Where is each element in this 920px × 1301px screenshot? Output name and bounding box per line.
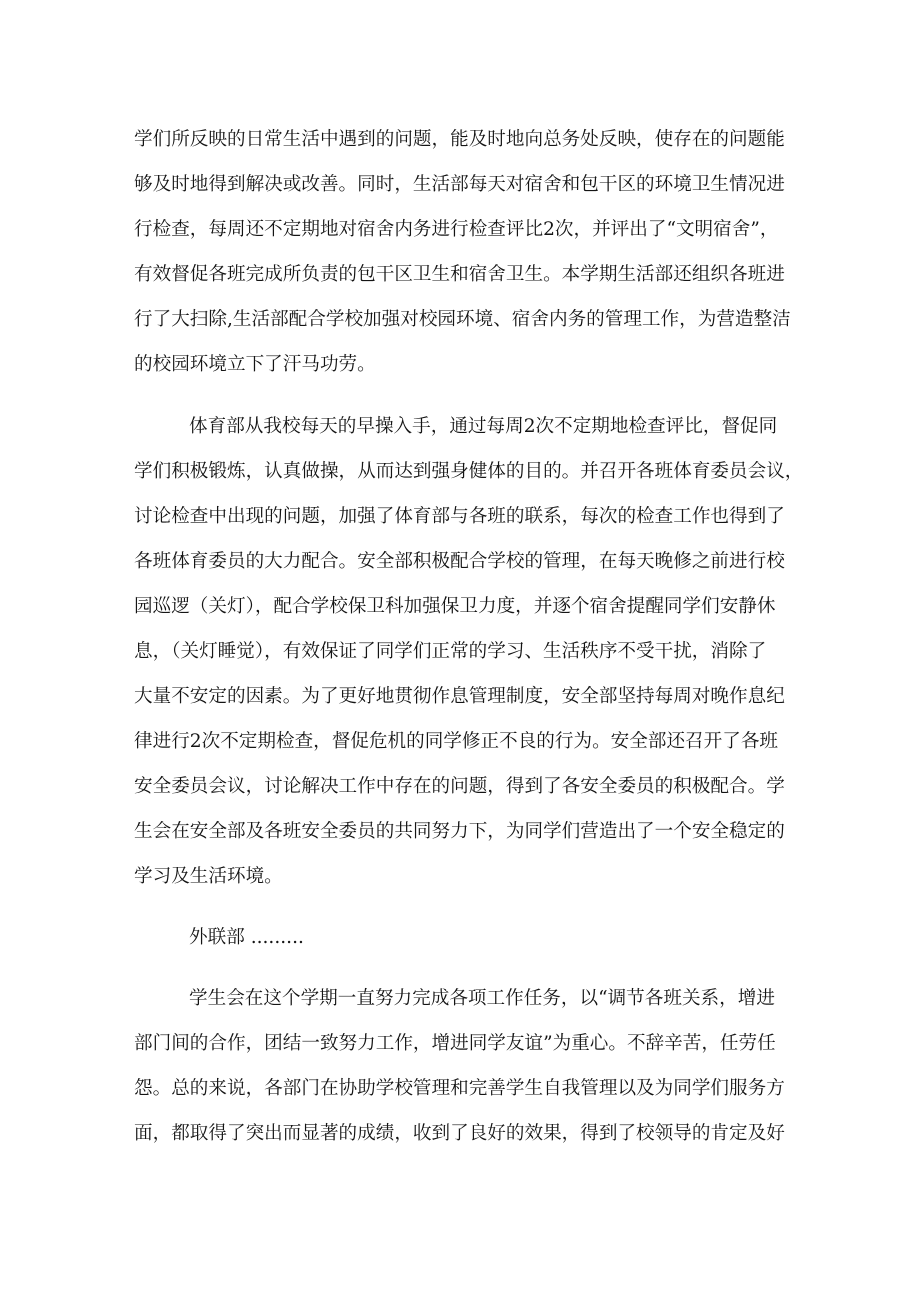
text-line: 律进行2次不定期检查，督促危机的同学修正不良的行为。安全部还召开了各班 xyxy=(134,731,779,752)
text-line: 学生会在这个学期一直努力完成各项工作任务，以“调节各班关系，增进 xyxy=(189,988,775,1009)
text-line: 行了大扫除,生活部配合学校加强对校园环境、宿舍内务的管理工作，为营造整洁 xyxy=(134,309,791,330)
text-line: 的校园环境立下了汗马功劳。 xyxy=(134,354,376,375)
text-line: 体育部从我校每天的早操入手，通过每周2次不定期地检查评比，督促同 xyxy=(189,416,778,437)
text-line: 够及时地得到解决或改善。同时，生活部每天对宿舍和包干区的环境卫生情况进 xyxy=(134,174,785,195)
text-line: 行检查，每周还不定期地对宿舍内务进行检查评比2次，并评出了“文明宿舍”， xyxy=(134,219,779,240)
text-line: 息，（关灯睡觉），有效保证了同学们正常的学习、生活秩序不受干扰，消除了 xyxy=(134,641,767,662)
text-line: 部门间的合作，团结一致努力工作，增进同学友谊”为重心。不辞辛苦，任劳任 xyxy=(134,1033,776,1054)
text-line: 生会在安全部及各班安全委员的共同努力下，为同学们营造出了一个安全稳定的 xyxy=(134,821,785,842)
text-line: 学习及生活环境。 xyxy=(134,866,283,887)
text-line: 学们所反映的日常生活中遇到的问题，能及时地向总务处反映，使存在的问题能 xyxy=(134,129,785,150)
text-line: 安全委员会议，讨论解决工作中存在的问题，得到了各安全委员的积极配合。学 xyxy=(134,776,785,797)
text-line: 园巡逻（关灯），配合学校保卫科加强保卫力度，并逐个宿舍提醒同学们安静休 xyxy=(134,596,776,617)
text-line: 学们积极锻炼，认真做操，从而达到强身健体的目的。并召开各班体育委员会议， xyxy=(134,461,804,482)
text-line: 面，都取得了突出而显著的成绩，收到了良好的效果，得到了校领导的肯定及好 xyxy=(134,1123,785,1144)
text-line: 大量不安定的因素。为了更好地贯彻作息管理制度，安全部坚持每周对晚作息纪 xyxy=(134,686,785,707)
text-line: 讨论检查中出现的问题，加强了体育部与各班的联系，每次的检查工作也得到了 xyxy=(134,506,785,527)
text-line: 怨。总的来说，各部门在协助学校管理和完善学生自我管理以及为同学们服务方 xyxy=(134,1078,785,1099)
section-heading: 外联部 ......... xyxy=(189,927,304,948)
text-line: 有效督促各班完成所负责的包干区卫生和宿舍卫生。本学期生活部还组织各班进 xyxy=(134,264,785,285)
text-line: 各班体育委员的大力配合。安全部积极配合学校的管理，在每天晚修之前进行校 xyxy=(134,551,785,572)
